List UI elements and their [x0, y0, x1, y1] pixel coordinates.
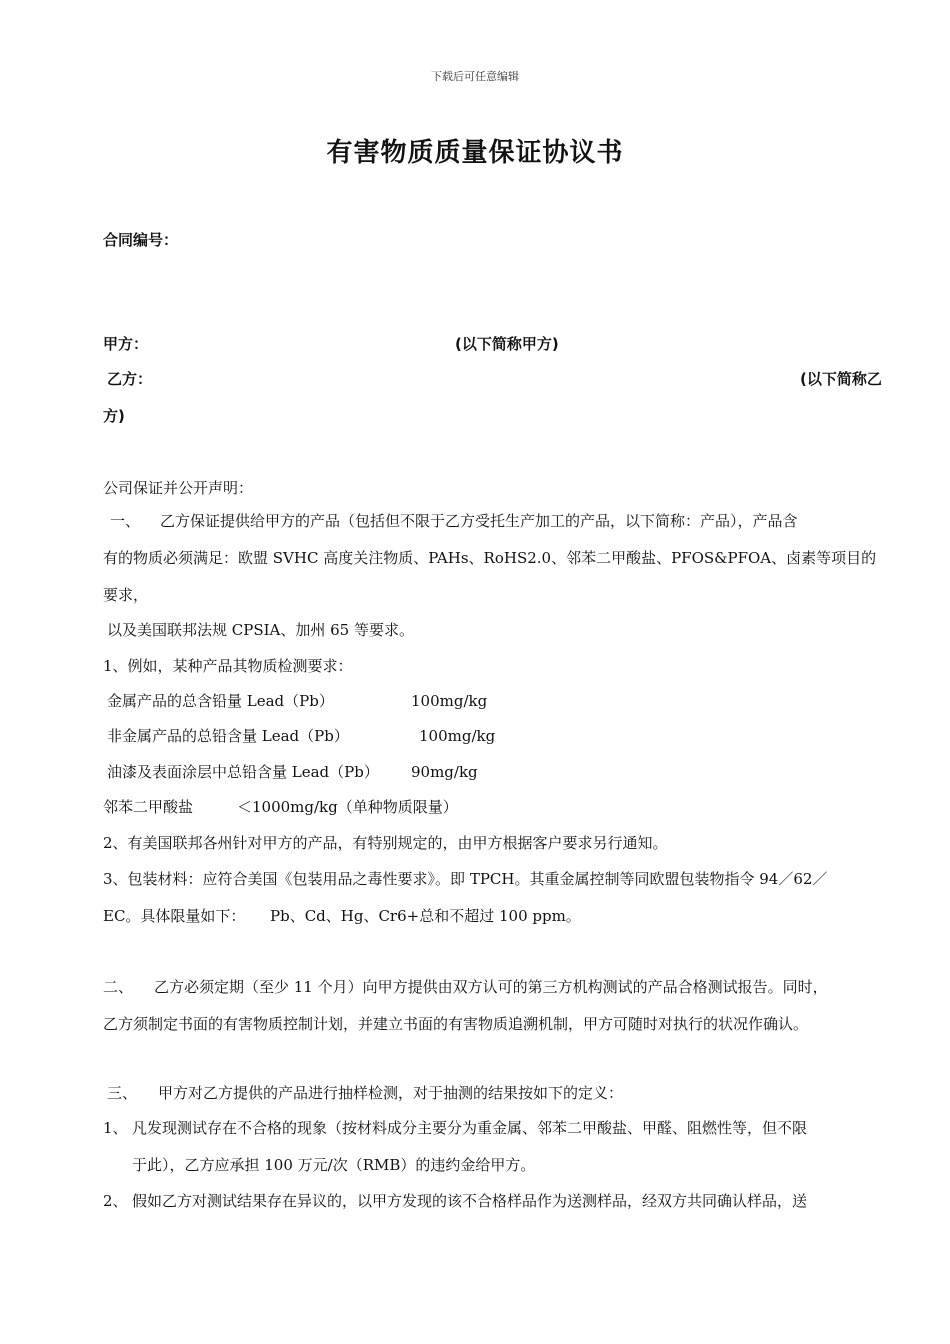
section2-line1: 乙方必须定期（至少 11 个月）向甲方提供由双方认可的第三方机构测试的产品合格测试报告。同时， — [154, 978, 828, 996]
section1-item3-line2b: Pb、Cd、Hg、Cr6+总和不超过 100 ppm。 — [270, 907, 581, 925]
document-title: 有害物质质量保证协议书 — [326, 138, 624, 168]
limit-value-nonmetal: 100mg/kg — [419, 727, 496, 745]
limit-label-nonmetal: 非金属产品的总铅含量 Lead（Pb） — [107, 727, 349, 745]
section2-number: 二、 — [103, 978, 134, 996]
party-b-label: 乙方： — [107, 370, 153, 388]
section1-line2: 有的物质必须满足：欧盟 SVHC 高度关注物质、PAHs、RoHS2.0、邻苯二甲酸盐、PFOS&PFOA、卤素等项目的 — [103, 549, 877, 567]
party-a-label: 甲方： — [103, 335, 149, 353]
section1-line1: 乙方保证提供给甲方的产品（包括但不限于乙方受托生产加工的产品，以下简称：产品），产品含 — [160, 512, 798, 530]
section1-item1: 1、例如，某种产品其物质检测要求： — [103, 657, 353, 675]
limit-value-metal: 100mg/kg — [411, 692, 488, 710]
section3-item1-line2: 于此），乙方应承担 100 万元/次（RMB）的违约金给甲方。 — [132, 1156, 536, 1174]
party-a-note: (以下简称甲方) — [455, 335, 559, 353]
limit-label-paint: 油漆及表面涂层中总铅含量 Lead（Pb） — [107, 763, 379, 781]
phthalate-value: ＜1000mg/kg（单种物质限量） — [237, 798, 458, 816]
phthalate-label: 邻苯二甲酸盐 — [103, 798, 194, 816]
section1-line4: 以及美国联邦法规 CPSIA、加州 65 等要求。 — [107, 621, 414, 639]
section1-item2: 2、有美国联邦各州针对甲方的产品，有特别规定的，由甲方根据客户要求另行通知。 — [103, 834, 668, 852]
contract-number-label: 合同编号： — [103, 231, 179, 249]
section3-number: 三、 — [107, 1084, 138, 1102]
limit-label-metal: 金属产品的总含铅量 Lead（Pb） — [107, 692, 334, 710]
declaration: 公司保证并公开声明： — [103, 479, 254, 497]
section1-item3-line2a: EC。具体限量如下： — [103, 907, 246, 925]
section1-line3: 要求， — [103, 586, 149, 604]
party-b-note: (以下简称乙 — [800, 370, 882, 388]
header-note: 下载后可任意编辑 — [431, 70, 519, 83]
section1-item3-line1: 3、包装材料：应符合美国《包装用品之毒性要求》。即 TPCH。其重金属控制等同欧盟包装物指令 94／62／ — [103, 870, 828, 888]
section3-item2-line1: 假如乙方对测试结果存在异议的，以甲方发现的该不合格样品作为送测样品，经双方共同确认样品，送 — [132, 1192, 808, 1210]
party-b-note-continued: 方) — [103, 407, 125, 425]
limit-value-paint: 90mg/kg — [411, 763, 478, 781]
section1-number: 一、 — [110, 512, 141, 530]
section2-line2: 乙方须制定书面的有害物质控制计划，并建立书面的有害物质追溯机制，甲方可随时对执行的状况作确认。 — [103, 1015, 809, 1033]
section3-item1-line1: 凡发现测试存在不合格的现象（按材料成分主要分为重金属、邻苯二甲酸盐、甲醛、阻燃性等，但不限 — [132, 1119, 808, 1137]
section3-item1-number: 1、 — [103, 1119, 128, 1137]
section3-intro: 甲方对乙方提供的产品进行抽样检测，对于抽测的结果按如下的定义： — [158, 1084, 624, 1102]
section3-item2-number: 2、 — [103, 1192, 128, 1210]
